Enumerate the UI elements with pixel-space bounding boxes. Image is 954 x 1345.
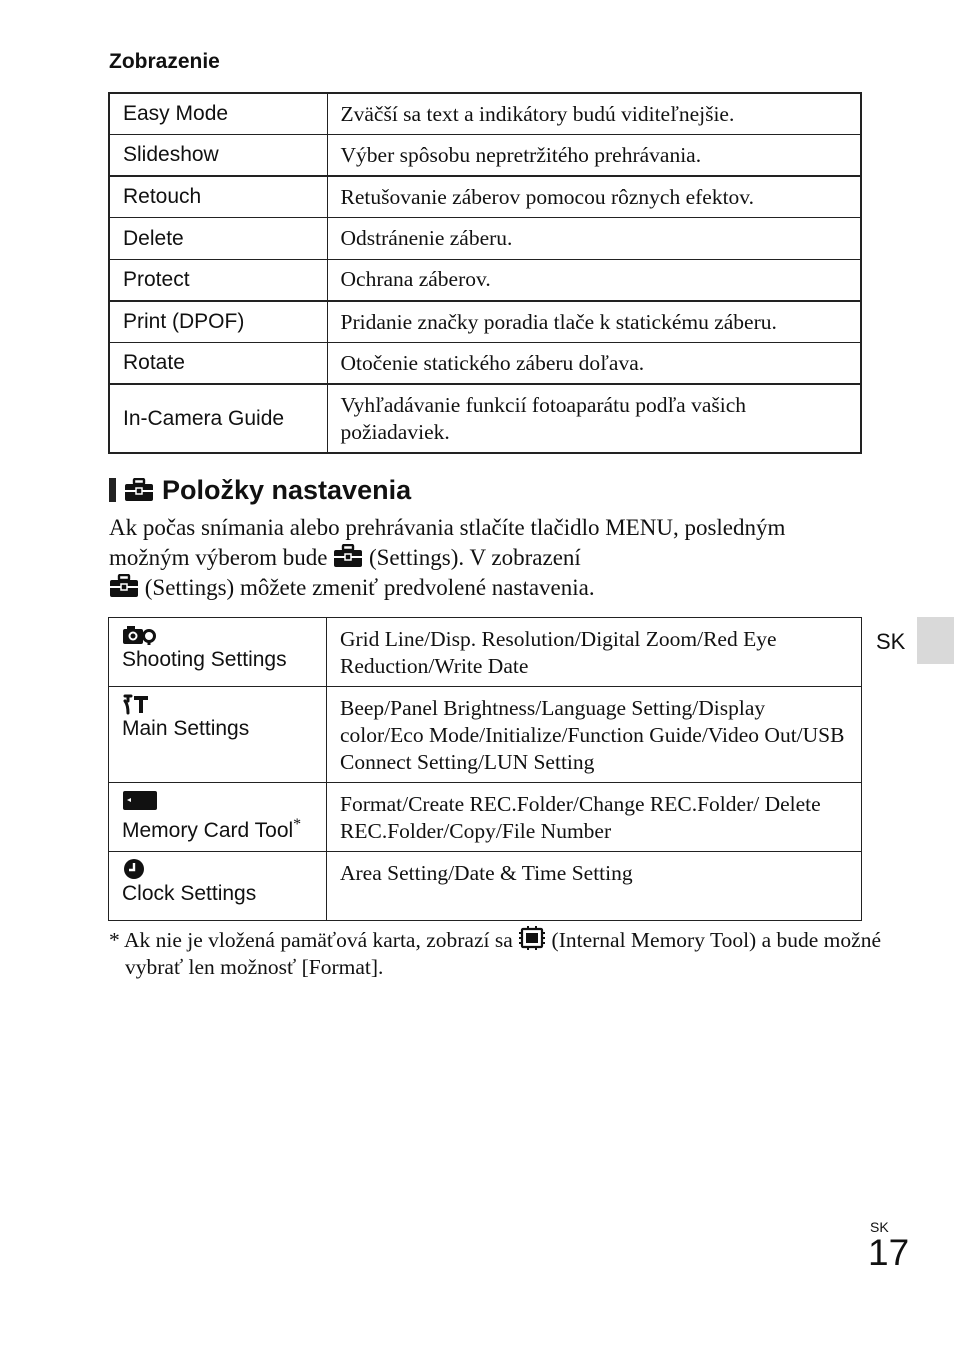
item-description: Výber spôsobu nepretržitého prehrávania. bbox=[327, 135, 861, 177]
intro-paragraph bbox=[109, 513, 809, 603]
language-tab-marker bbox=[917, 617, 954, 664]
settings-title bbox=[109, 474, 411, 506]
table-row bbox=[109, 852, 862, 921]
item-name: In-Camera Guide bbox=[109, 384, 327, 453]
camera-settings-icon bbox=[122, 624, 326, 646]
table-row bbox=[109, 301, 861, 343]
item-name: Rotate bbox=[109, 343, 327, 385]
page-language: SK bbox=[870, 1219, 889, 1235]
footnote-text: * Ak nie je vložená pamäťová karta, zobrazí sa bbox=[109, 928, 519, 952]
item-description: Ochrana záberov. bbox=[327, 259, 861, 301]
footnote-text: (Internal Memory Tool) a bude možné vybrať len možnosť [Format]. bbox=[125, 928, 881, 979]
table-row bbox=[109, 176, 861, 218]
intro-text: (Settings) môžete zmeniť predvolené nastavenia. bbox=[139, 575, 595, 600]
item-name: Print (DPOF) bbox=[109, 301, 327, 343]
table-row bbox=[109, 384, 861, 453]
intro-text: (Settings). V zobrazení bbox=[363, 545, 581, 570]
item-name: Slideshow bbox=[109, 135, 327, 177]
settings-item bbox=[109, 852, 327, 921]
table-row bbox=[109, 618, 862, 687]
item-name: Protect bbox=[109, 259, 327, 301]
table-row bbox=[109, 783, 862, 852]
clock-icon bbox=[122, 858, 326, 880]
settings-item-label: Memory Card Tool bbox=[122, 819, 294, 842]
settings-item-description: Format/Create REC.Folder/Change REC.Folder/ Delete REC.Folder/Copy/File Number bbox=[327, 783, 862, 852]
footnote-marker: * bbox=[293, 816, 302, 833]
item-description: Odstránenie záberu. bbox=[327, 218, 861, 260]
settings-title-text: Položky nastavenia bbox=[162, 474, 412, 505]
memory-card-icon bbox=[122, 789, 326, 811]
language-tab bbox=[866, 617, 954, 664]
settings-item-label: Main Settings bbox=[122, 717, 250, 740]
item-description: Pridanie značky poradia tlače k statickému záberu. bbox=[327, 301, 861, 343]
settings-item-description: Area Setting/Date & Time Setting bbox=[327, 852, 862, 921]
item-description: Vyhľadávanie funkcií fotoaparátu podľa vašich požiadaviek. bbox=[327, 384, 861, 453]
footnote bbox=[109, 926, 885, 981]
table-row bbox=[109, 343, 861, 385]
table-row bbox=[109, 687, 862, 783]
title-bar bbox=[109, 478, 116, 502]
language-tab-label: SK bbox=[876, 629, 906, 654]
settings-item bbox=[109, 783, 327, 852]
toolbox-icon bbox=[109, 574, 139, 598]
settings-item bbox=[109, 687, 327, 783]
table-row bbox=[109, 135, 861, 177]
item-description: Zväčší sa text a indikátory budú viditeľnejšie. bbox=[327, 93, 861, 135]
toolbox-icon bbox=[124, 478, 154, 502]
item-name: Easy Mode bbox=[109, 93, 327, 135]
wrench-icon bbox=[122, 693, 326, 715]
toolbox-icon bbox=[333, 544, 363, 568]
settings-item-description: Grid Line/Disp. Resolution/Digital Zoom/Red Eye Reduction/Write Date bbox=[327, 618, 862, 687]
page-number: 17 bbox=[868, 1232, 910, 1273]
item-description: Otočenie statického záberu doľava. bbox=[327, 343, 861, 385]
internal-memory-icon bbox=[518, 926, 546, 950]
intro-text: Ak počas snímania alebo prehrávania stlačíte tlačidlo MENU, posledným možným výberom bude bbox=[109, 515, 786, 570]
settings-table bbox=[108, 617, 862, 921]
table-row bbox=[109, 93, 861, 135]
item-description: Retušovanie záberov pomocou rôznych efektov. bbox=[327, 176, 861, 218]
section-heading: Zobrazenie bbox=[109, 50, 220, 73]
table-row bbox=[109, 259, 861, 301]
display-table bbox=[108, 92, 862, 454]
settings-item-description: Beep/Panel Brightness/Language Setting/Display color/Eco Mode/Initialize/Function Guide/Video Out/USB Connect Setting/LUN Setting bbox=[327, 687, 862, 783]
settings-item bbox=[109, 618, 327, 687]
item-name: Delete bbox=[109, 218, 327, 260]
settings-item-label: Shooting Settings bbox=[122, 648, 287, 671]
item-name: Retouch bbox=[109, 176, 327, 218]
settings-item-label: Clock Settings bbox=[122, 882, 257, 905]
table-row bbox=[109, 218, 861, 260]
